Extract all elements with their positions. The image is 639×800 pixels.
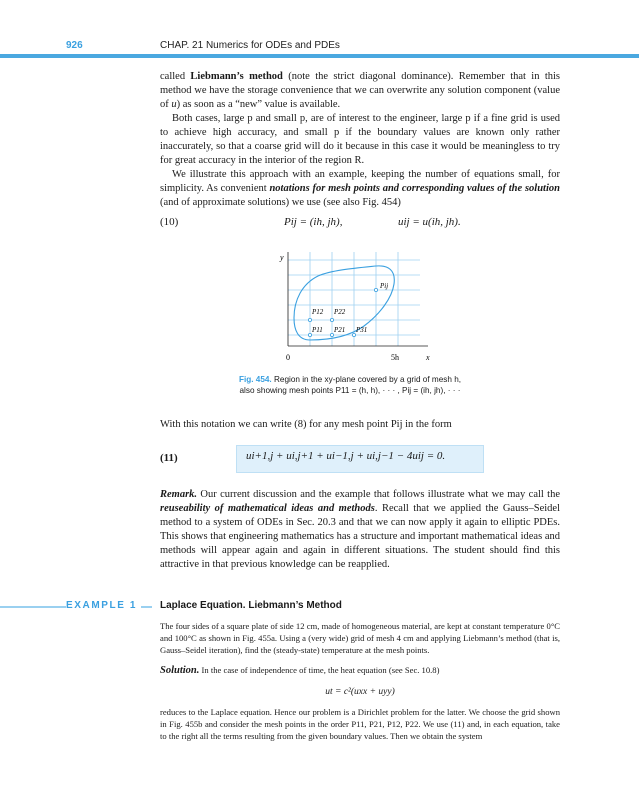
eq10-left: Pij = (ih, jh),	[284, 216, 343, 228]
eq11-expr: ui+1,j + ui,j+1 + ui−1,j + ui,j−1 − 4uij = 0.	[246, 450, 446, 462]
heat-equation: ut = c²(uxx + uyy)	[325, 687, 395, 697]
eq10-right: uij = u(ih, jh).	[398, 216, 461, 228]
text: . Recall that we applied the Gauss–Seidel method to a system of ODEs in Sec. 20.3 and that we can now apply it again to elliptic PDEs. This shows that engineering mathematics has a structure and important mathematical ideas and methods will appear again and again in different situations. The student should find this attractive in that previous knowledge can be reapplied.	[160, 503, 561, 570]
page-number: 926	[66, 40, 83, 51]
figure-454	[0, 248, 639, 368]
label-p31: P31	[356, 326, 368, 334]
emph-reuseability: reuseability of mathematical ideas and methods	[160, 503, 375, 514]
text: called	[160, 71, 191, 82]
caption-line1	[200, 374, 500, 385]
example-after: reduces to the Laplace equation. Hence our problem is a Dirichlet problem for the latter. We choose the grid shown in Fig. 455b and consider the mesh points in the order P11, P21, P12, P22. We use (11) and, in each equation, take to the right all the terms resulting from the given boundary values. Then we obtain the system	[160, 707, 560, 741]
eq10-number: (10)	[160, 216, 179, 228]
caption-text: Region in the xy-plane covered by a grid of mesh h,	[273, 375, 462, 384]
page-header	[0, 0, 639, 62]
paragraph-cases: Both cases, large p and small p, are of interest to the engineer, large p if a fine grid is used to achieve high accuracy, and small p if the boundary values are known only rather inaccurately, so that a coarse grid will do it because in this case it would be meaningless to try for great accuracy in the interior of the region R.	[160, 113, 560, 166]
text: We illustrate this approach with an example, keeping the number of equations small, for simplicity. As convenient	[160, 169, 560, 194]
text: Our current discussion and the example that follows illustrate what we may call the	[197, 489, 560, 500]
example-title: Laplace Equation. Liebmann’s Method	[160, 600, 342, 611]
label-p12: P12	[312, 308, 324, 316]
solution-head: Solution.	[160, 665, 200, 676]
paragraph-notation	[160, 168, 560, 210]
y-axis-label: y	[280, 253, 284, 262]
text: (note the strict diagonal dominance). Remember that in this method we have the storage convenience that we can overwrite any solution component (value of	[160, 71, 560, 110]
eq11-number: (11)	[160, 452, 178, 464]
example-text: The four sides of a square plate of side 12 cm, made of homogeneous material, are kept at constant temperature 0°C and 100°C as shown in Fig. 455a. Using a (very wide) grid of mesh 4 cm and applying Liebmann’s method (that is, Gauss–Seidel iteration), find the (steady-state) temperature at the mesh points.	[160, 621, 560, 655]
paragraph-form: With this notation we can write (8) for any mesh point Pij in the form	[160, 419, 452, 430]
figure-caption	[200, 374, 500, 396]
chapter-title: CHAP. 21 Numerics for ODEs and PDEs	[160, 40, 340, 51]
example-label: EXAMPLE 1	[66, 600, 141, 611]
tick-5h: 5h	[391, 353, 399, 362]
solution-line	[160, 664, 560, 677]
x-axis-label: x	[426, 353, 430, 362]
paragraph-liebmann	[160, 70, 560, 210]
header-rule	[0, 54, 639, 58]
origin-label: 0	[286, 353, 290, 362]
text: (and of approximate solutions) we use (see also Fig. 454)	[160, 197, 401, 208]
emph-notations: notations for mesh points and corresponding values of the solution	[269, 183, 560, 194]
text: ) as soon as a “new” value is available.	[176, 99, 341, 110]
label-p21: P21	[334, 326, 346, 334]
label-p11: P11	[312, 326, 323, 334]
caption-fig-label: Fig. 454.	[238, 375, 272, 384]
caption-line2: also showing mesh points P11 = (h, h), · · · , Pij = (ih, jh), · · ·	[239, 386, 461, 395]
solution-text: In the case of independence of time, the heat equation (see Sec. 10.8)	[199, 665, 440, 675]
remark-paragraph	[160, 488, 560, 572]
remark-head: Remark.	[160, 489, 198, 500]
var-u: u	[171, 99, 177, 110]
label-pij: Pij	[380, 282, 389, 290]
term-liebmann: Liebmann’s method	[190, 71, 283, 82]
label-p22: P22	[334, 308, 346, 316]
